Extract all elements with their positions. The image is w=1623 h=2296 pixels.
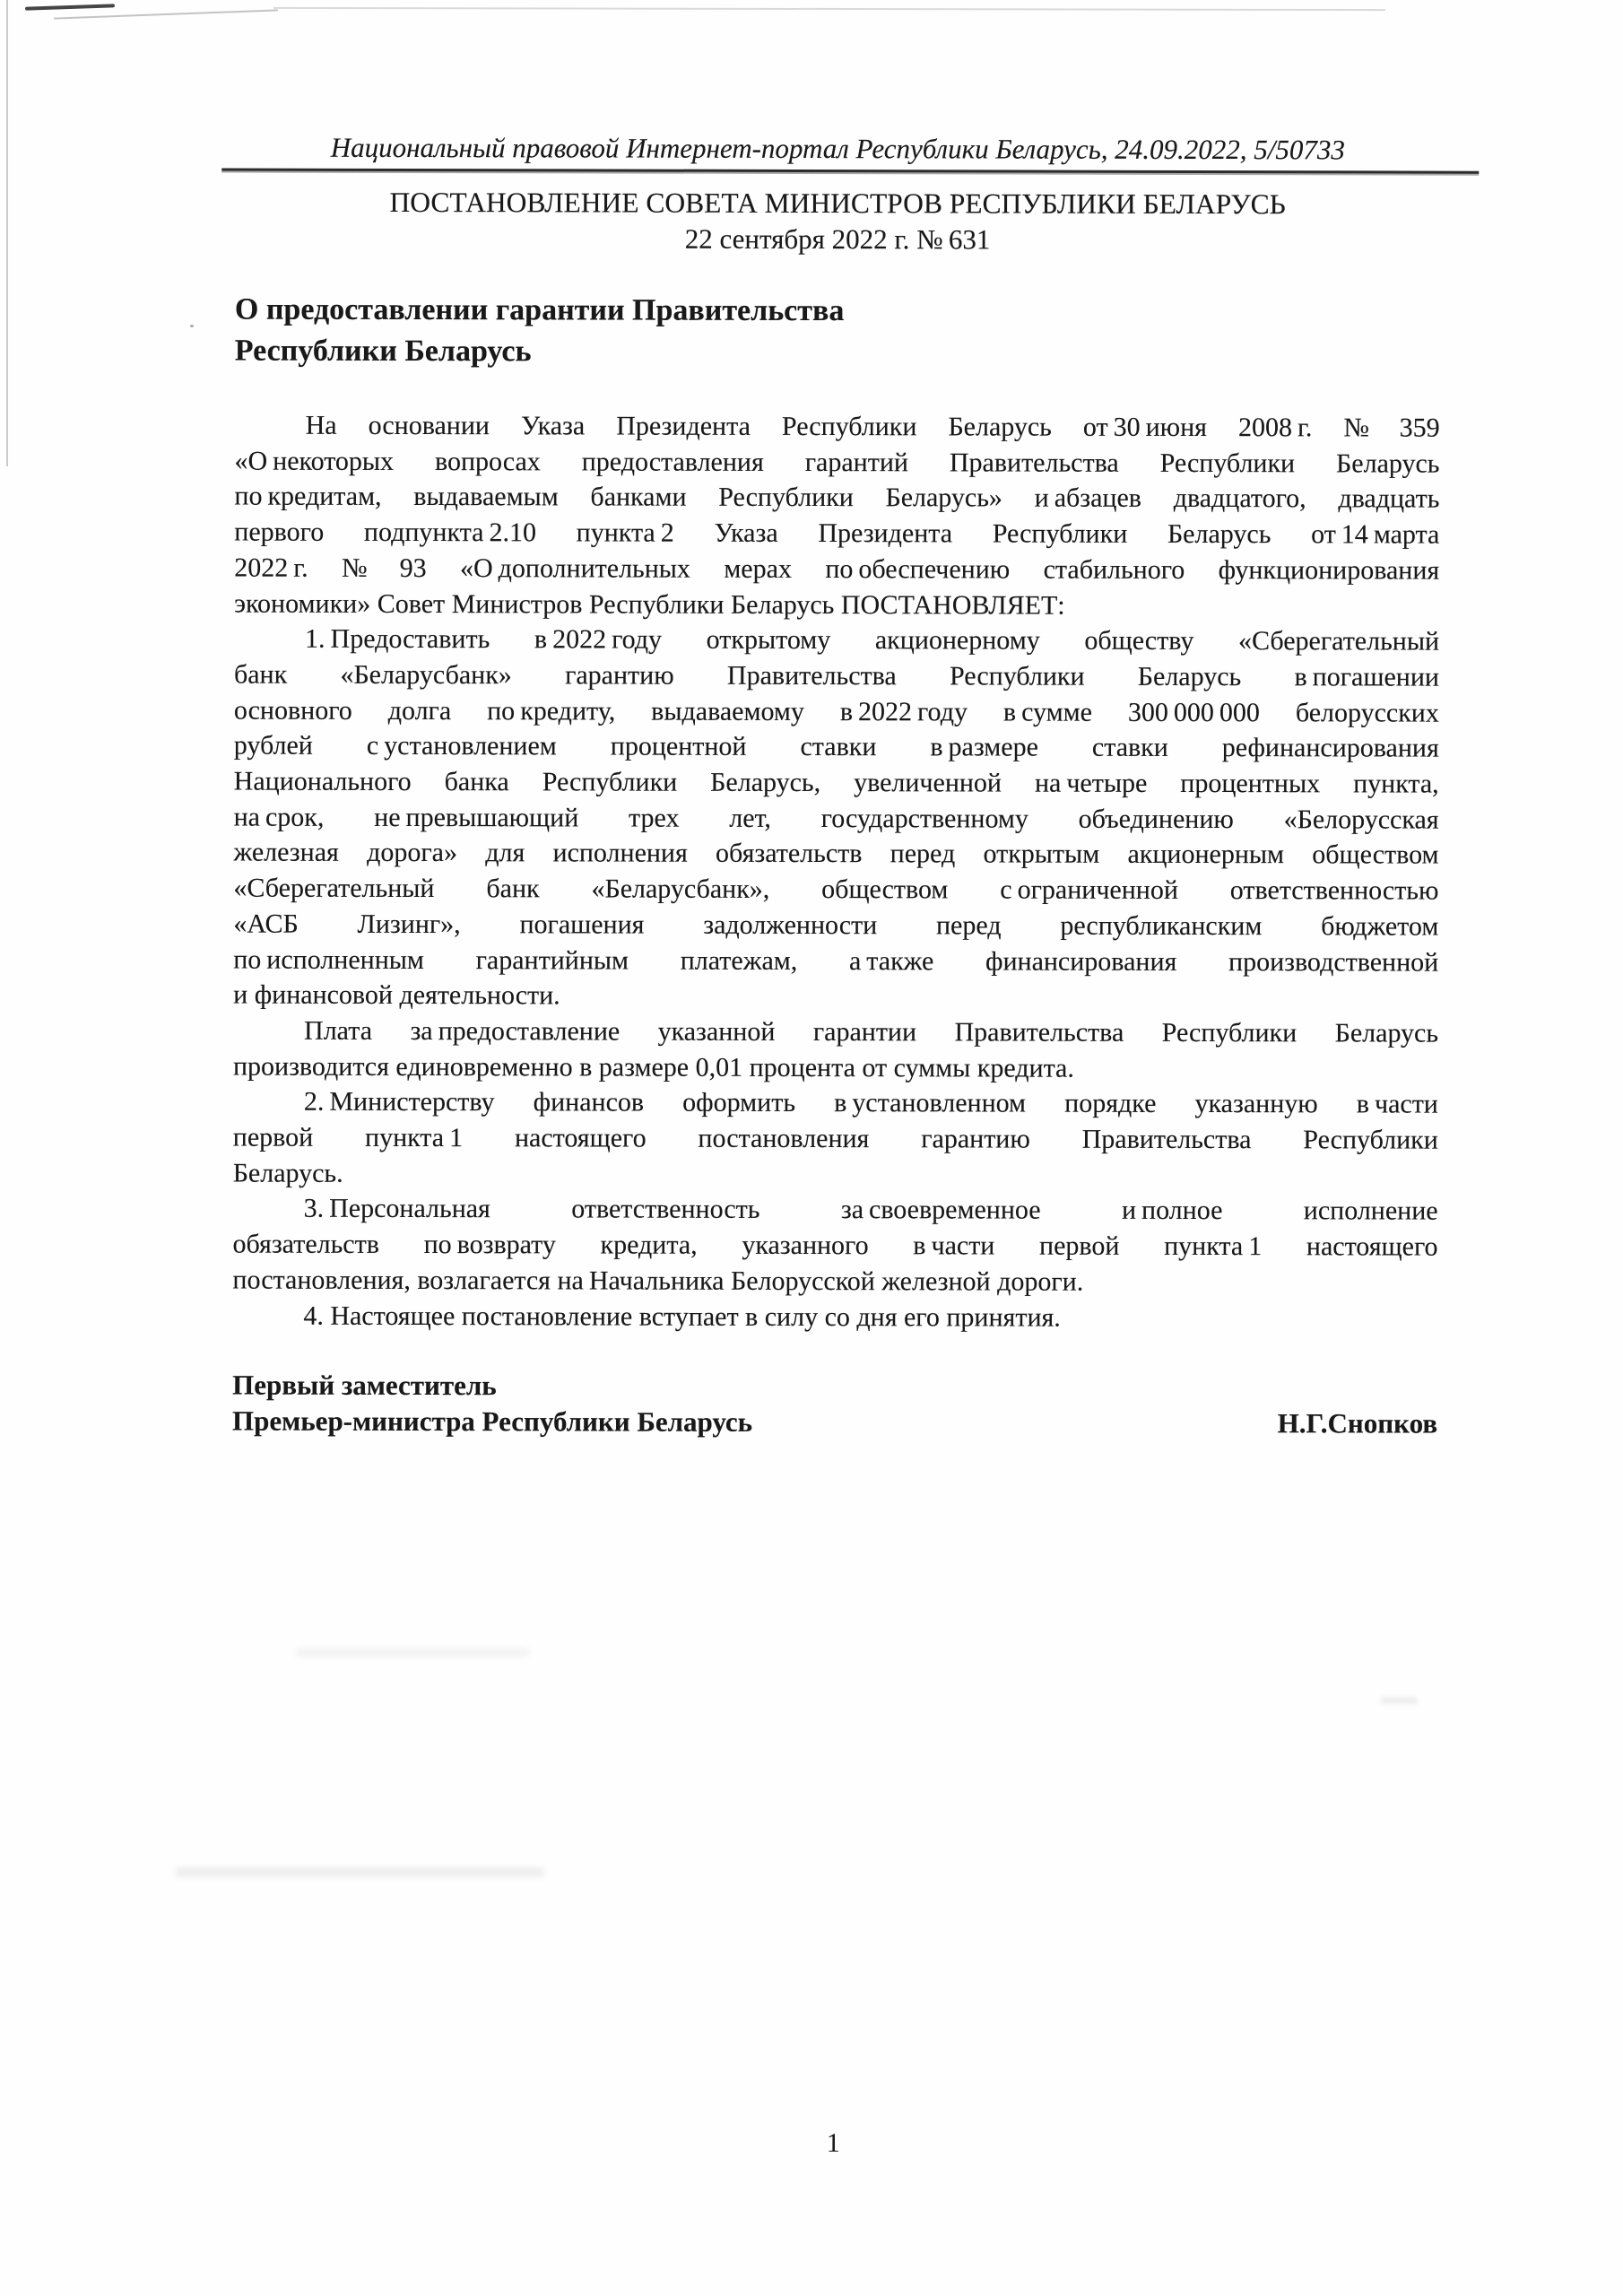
scan-artifact-smudge [176,1867,543,1877]
body-paragraph [233,622,1439,1016]
para-line: на срок, не превышающий трех лет, государственному объединению «Белорусская [233,802,1439,835]
document-title-line: О предоставлении гарантии Правительства [234,292,845,328]
para-line: по исполненным гарантийным платежам, а также финансирования производственной [233,944,1439,978]
para-line: обязательств по возврату кредита, указанного в части первой пункта 1 настоящего [232,1229,1438,1262]
masthead-rule [221,169,1479,174]
decree-issuer-heading: ПОСТАНОВЛЕНИЕ СОВЕТА МИНИСТРОВ РЕСПУБЛИКИ БЕЛАРУСЬ [389,186,1286,221]
para-line: Национального банка Республики Беларусь, увеличенной на четыре процентных пункта, [233,766,1439,799]
para-line: экономики» Совет Министров Республики Беларусь ПОСТАНОВЛЯЕТ: [234,588,1065,621]
body-paragraph [233,1084,1438,1194]
decree-date-number: 22 сентября 2022 г. № 631 [684,222,991,256]
body-paragraph [234,408,1440,624]
para-line: На основании Указа Президента Республики Беларусь от 30 июня 2008 г. № 359 [305,410,1440,443]
para-line: рублей с установлением процентной ставки в размере ставки рефинансирования [233,730,1439,763]
signature-post-line: Премьер-министра Республики Беларусь [232,1405,753,1438]
para-line: 1. Предоставить в 2022 году открытому акционерному обществу «Сберегательный [305,623,1440,657]
scan-artifact-left-edge-line [6,0,8,466]
scan-artifact-smudge [296,1648,529,1657]
body-paragraph [233,1013,1438,1087]
signature-name: Н.Г.Снопков [1277,1407,1438,1439]
document-title [235,290,1440,375]
para-line: «АСБ Лизинг», погашения задолженности перед республиканским бюджетом [233,909,1439,942]
para-line: постановления, возлагается на Начальника Белорусской железной дороги. [232,1265,1084,1297]
para-line: 2. Министерству финансов оформить в установленном порядке указанную в части [303,1087,1438,1119]
signature-post-line: Первый заместитель [232,1369,497,1402]
masthead-source-line: Национальный правовой Интернет-портал Республики Беларусь, 24.09.2022, 5/50733 [330,131,1345,166]
document-title-line: Республики Беларусь [234,334,532,369]
scan-artifact-smudge [1381,1697,1417,1704]
para-line: по кредитам, выдаваемым банками Республики Беларусь» и абзацев двадцатого, двадцать [234,481,1440,515]
para-line: Беларусь. [232,1158,343,1188]
para-line: первого подпункта 2.10 пункта 2 Указа Президента Республики Беларусь от 14 марта [234,517,1440,550]
para-line: «Сберегательный банк «Беларусбанк», обществом с ограниченной ответственностью [233,873,1439,906]
para-line: железная дорога» для исполнения обязательств перед открытым акционерным обществом [233,837,1439,871]
para-line: основного долга по кредиту, выдаваемому в 2022 году в сумме 300 000 000 белорусских [233,695,1439,728]
para-line: Плата за предоставление указанной гарантии Правительства Республики Беларусь [304,1015,1439,1048]
para-line: и финансовой деятельности. [233,979,560,1011]
para-line: 4. Настоящее постановление вступает в силу со дня его принятия. [303,1300,1061,1333]
para-line: производится единовременно в размере 0,01 процента от суммы кредита. [232,1051,1074,1083]
document-body [232,408,1439,1336]
para-line: «О некоторых вопросах предоставления гарантий Правительства Республики Беларусь [234,446,1440,479]
para-line: первой пункта 1 настоящего постановления гарантию Правительства Республики [232,1122,1438,1155]
para-line: банк «Беларусбанк» гарантию Правительства Республики Беларусь в погашении [233,659,1440,692]
page-number: 1 [826,2128,840,2159]
scan-artifact-speck [190,325,194,327]
para-line: 3. Персональная ответственность за своевременное и полное исполнение [303,1194,1438,1227]
body-paragraph [232,1191,1437,1300]
para-line: 2022 г. № 93 «О дополнительных мерах по обеспечению стабильного функционирования [234,552,1440,586]
body-paragraph [232,1298,1437,1336]
